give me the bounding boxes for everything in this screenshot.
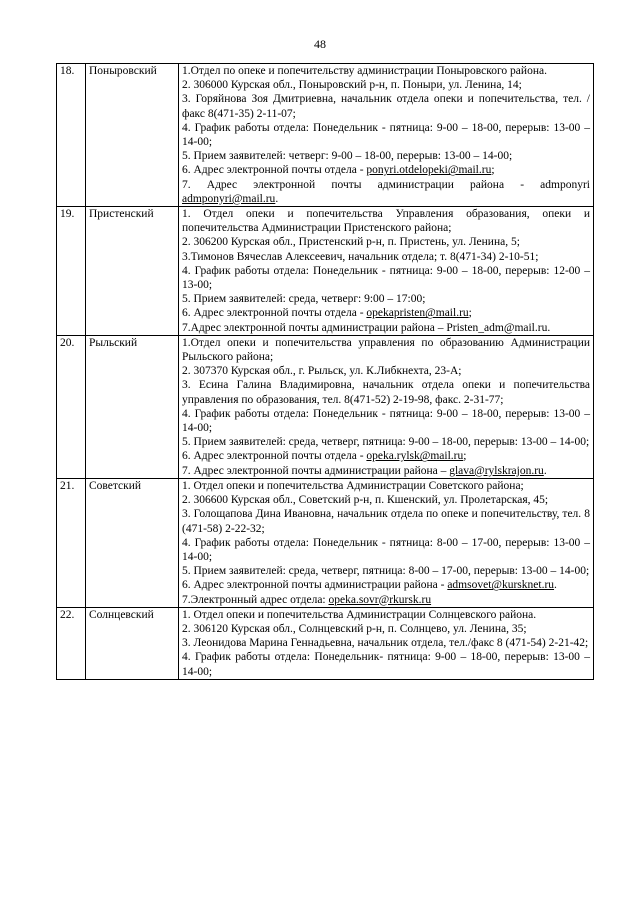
info-text: 1.Отдел опеки и попечительства управления по образованию Администрации Рыльского района; xyxy=(182,336,590,364)
info-line xyxy=(182,464,590,478)
info-line xyxy=(182,292,590,306)
info-line xyxy=(182,608,590,622)
row-number: 19. xyxy=(57,207,86,336)
department-info xyxy=(179,478,594,607)
info-line xyxy=(182,479,590,493)
info-line xyxy=(182,64,590,78)
info-line xyxy=(182,321,590,335)
info-line xyxy=(182,593,590,607)
row-number: 22. xyxy=(57,607,86,679)
info-text: 7. Адрес электронной почты администрации района – xyxy=(182,464,450,477)
info-line xyxy=(182,507,590,535)
district-name: Рыльский xyxy=(86,335,179,478)
info-line xyxy=(182,493,590,507)
table-row xyxy=(57,607,594,679)
info-text: 1. Отдел опеки и попечительства Администрации Солнцевского района. xyxy=(182,608,537,621)
info-text: 4. График работы отдела: Понедельник - пятница: 9-00 – 18-00, перерыв: 12-00 – 13-00; xyxy=(182,264,590,292)
info-text: 1. Отдел опеки и попечительства Администрации Советского района; xyxy=(182,479,524,492)
info-tail: . xyxy=(554,579,557,592)
department-info xyxy=(179,64,594,207)
row-number: 20. xyxy=(57,335,86,478)
district-name: Советский xyxy=(86,478,179,607)
info-line xyxy=(182,92,590,120)
info-text: 3. Леонидова Марина Геннадьевна, начальник отдела, тел./факс 8 (471-54) 2-21-42; xyxy=(182,637,589,650)
info-text: 5. Прием заявителей: среда, четверг, пятница: 9-00 – 18-00, перерыв: 13-00 – 14-00; xyxy=(182,436,590,449)
row-number: 18. xyxy=(57,64,86,207)
email-link[interactable]: admsovet@kursknet.ru xyxy=(447,579,555,592)
info-tail: ; xyxy=(463,450,467,463)
info-text: 2. 306120 Курская обл., Солнцевский р-н, п. Солнцево, ул. Ленина, 35; xyxy=(182,622,527,635)
department-info xyxy=(179,607,594,679)
info-tail: . xyxy=(543,464,547,477)
info-text: 2. 306200 Курская обл., Пристенский р-н, п. Пристень, ул. Ленина, 5; xyxy=(182,236,520,249)
district-name: Солнцевский xyxy=(86,607,179,679)
info-line xyxy=(182,378,590,406)
info-tail: ; xyxy=(491,164,495,177)
info-text: 5. Прием заявителей: четверг: 9-00 – 18-00, перерыв: 13-00 – 14-00; xyxy=(182,150,513,163)
info-line xyxy=(182,364,590,378)
info-text: 3. Голощапова Дина Ивановна, начальник отдела по опеке и попечительству, тел. 8 (471-58) 2-22-32; xyxy=(182,508,590,535)
info-line xyxy=(182,564,590,578)
table-row xyxy=(57,64,594,207)
info-line xyxy=(182,250,590,264)
email-link[interactable]: opeka.rylsk@mail.ru xyxy=(366,450,464,463)
info-text: 4. График работы отдела: Понедельник - пятница: 8-00 – 17-00, перерыв: 13-00 – 14-00; xyxy=(182,536,590,563)
info-line xyxy=(182,207,590,235)
info-text: 7. Адрес электронной почты администрации района - admponyri xyxy=(182,178,590,191)
info-text: 3. Есина Галина Владимировна, начальник отдела опеки и попечительства управления по образования, тел. 8(471-52) 2-19-98, факс. 2-31-77; xyxy=(182,379,590,406)
table-row xyxy=(57,478,594,607)
info-tail: ; xyxy=(468,307,472,320)
info-line xyxy=(182,636,590,650)
table-row xyxy=(57,335,594,478)
info-line xyxy=(182,407,590,435)
info-text: 6. Адрес электронной почты администрации района - xyxy=(182,579,448,592)
info-text: 5. Прием заявителей: среда, четверг, пятница: 8-00 – 17-00, перерыв: 13-00 – 14-00; xyxy=(182,565,590,578)
info-text: 1. Отдел опеки и попечительства Управления образования, опеки и попечительства Администрации Пристенского района; xyxy=(182,208,590,235)
info-text: 1.Отдел по опеке и попечительству администрации Поныровского района. xyxy=(182,65,547,77)
info-text: 4. График работы отдела: Понедельник - пятница: 9-00 – 18-00, перерыв: 13-00 – 14-00; xyxy=(182,407,590,435)
info-line xyxy=(182,163,590,177)
email-link[interactable]: glava@rylskrajon.ru xyxy=(449,464,544,477)
info-line xyxy=(182,435,590,449)
info-text: 2. 306600 Курская обл., Советский р-н, п. Кшенский, ул. Пролетарская, 45; xyxy=(182,494,549,507)
info-line xyxy=(182,121,590,149)
email-link[interactable]: opeka.sovr@rkursk.ru xyxy=(328,593,432,606)
info-line xyxy=(182,264,590,292)
info-line xyxy=(182,650,590,678)
info-line xyxy=(182,306,590,320)
department-info xyxy=(179,335,594,478)
info-text: 3.Тимонов Вячеслав Алексеевич, начальник отдела; т. 8(471-34) 2-10-51; xyxy=(182,250,539,263)
page-number: 48 xyxy=(314,37,326,51)
info-line xyxy=(182,149,590,163)
info-line xyxy=(182,449,590,463)
info-text: 7.Электронный адрес отдела: xyxy=(182,593,329,606)
row-number: 21. xyxy=(57,478,86,607)
info-line xyxy=(182,536,590,564)
info-text: 6. Адрес электронной почты отдела - xyxy=(182,164,367,177)
district-name: Поныровский xyxy=(86,64,179,207)
info-text: 5. Прием заявителей: среда, четверг: 9:00 – 17:00; xyxy=(182,293,426,306)
info-line xyxy=(182,336,590,364)
info-text: 6. Адрес электронной почты отдела - xyxy=(182,307,367,320)
info-line xyxy=(182,578,590,592)
email-link[interactable]: ponyri.otdelopeki@mail.ru xyxy=(366,164,492,177)
info-text: 2. 307370 Курская обл., г. Рыльск, ул. К.Либкнехта, 23-А; xyxy=(182,365,462,378)
info-text: 7.Адрес электронной почты администрации района – Pristen_adm@mail.ru. xyxy=(182,321,551,334)
info-line xyxy=(182,178,590,206)
info-text: 6. Адрес электронной почты отдела - xyxy=(182,450,367,463)
info-line xyxy=(182,78,590,92)
info-line xyxy=(182,622,590,636)
info-line xyxy=(182,235,590,249)
info-text: 3. Горяйнова Зоя Дмитриевна, начальник отдела опеки и попечительства, тел. /факс 8(471-35) 2-11-07; xyxy=(182,93,590,120)
email-link[interactable]: admponyri@mail.ru xyxy=(182,192,276,205)
info-text: 4. График работы отдела: Понедельник- пятница: 9-00 – 18-00, перерыв: 13-00 – 14-00; xyxy=(182,651,590,678)
info-text: 2. 306000 Курская обл., Поныровский р-н, п. Поныри, ул. Ленина, 14; xyxy=(182,79,522,92)
info-text: 4. График работы отдела: Понедельник - пятница: 9-00 – 18-00, перерыв: 13-00 – 14-00; xyxy=(182,121,590,149)
info-tail: . xyxy=(275,192,279,205)
district-name: Пристенский xyxy=(86,207,179,336)
guardianship-registry-table xyxy=(56,63,594,680)
table-row xyxy=(57,207,594,336)
email-link[interactable]: opekapristen@mail.ru xyxy=(366,307,469,320)
department-info xyxy=(179,207,594,336)
